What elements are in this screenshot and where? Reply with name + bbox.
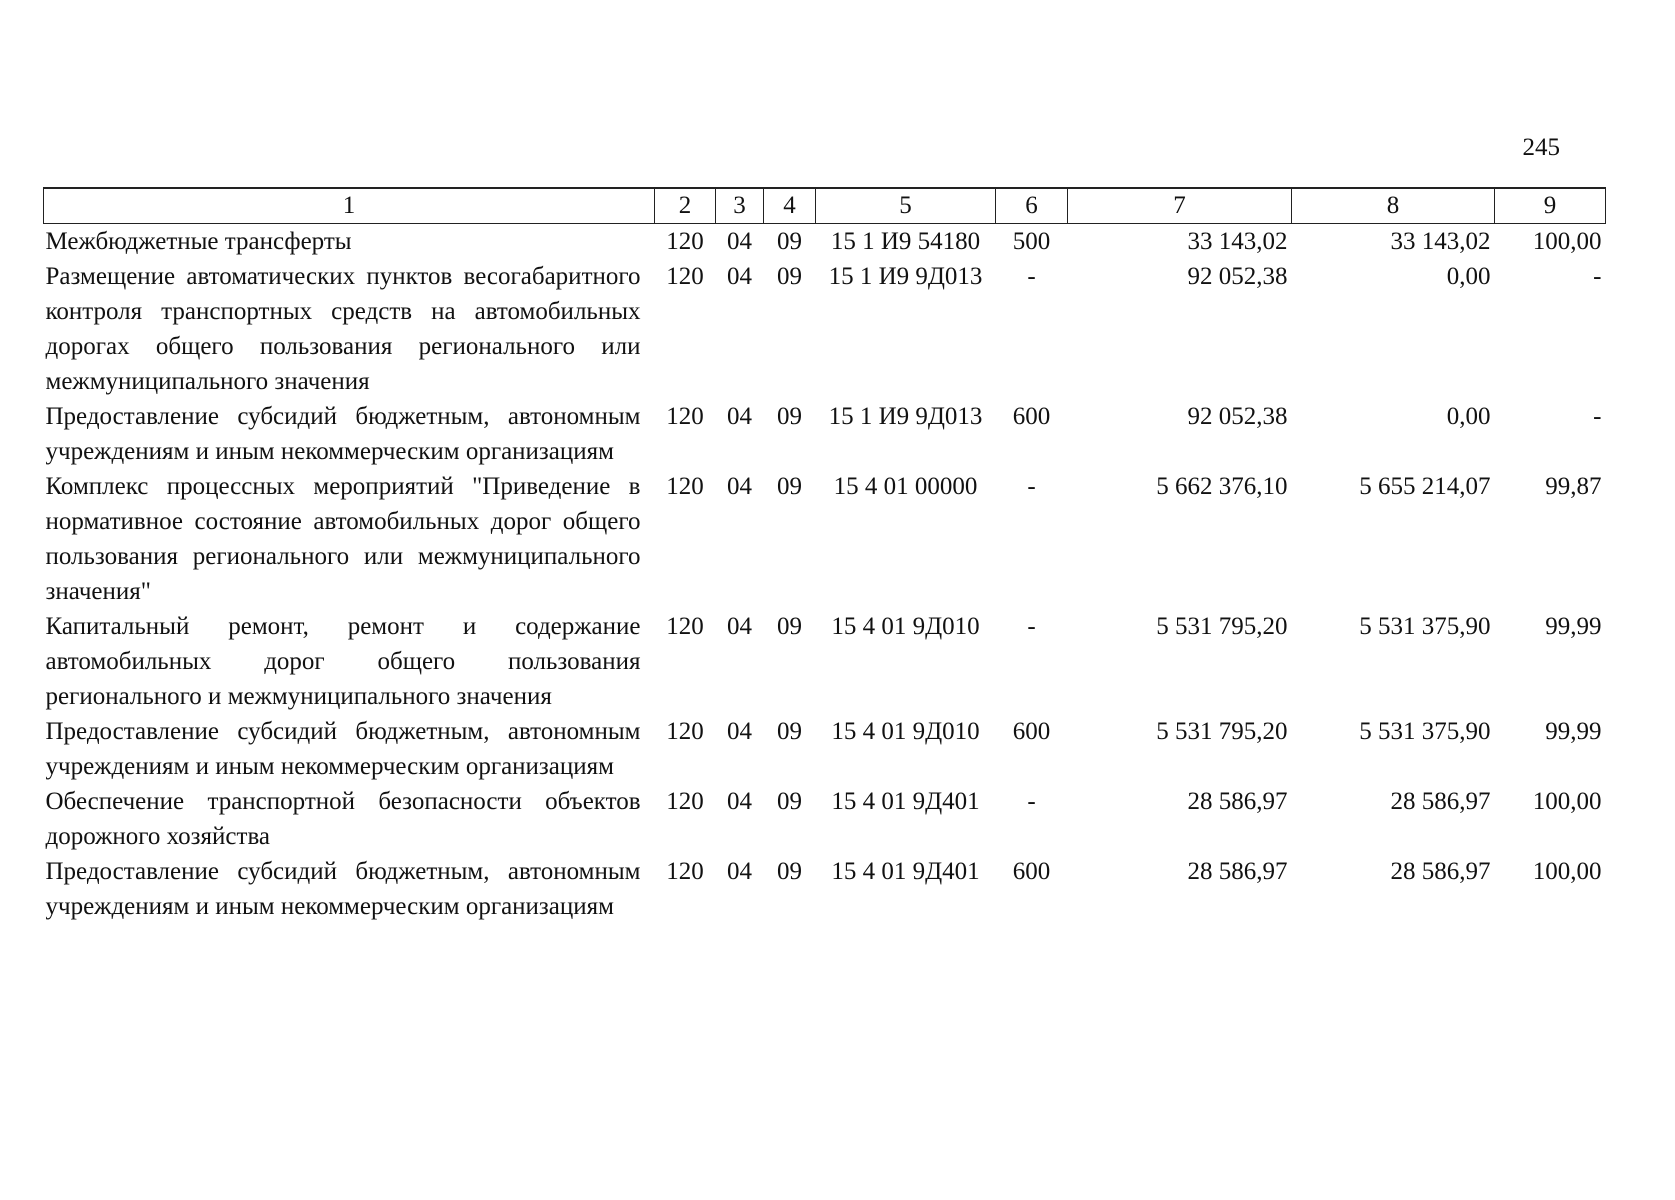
row-name: Межбюджетные трансферты xyxy=(45,228,352,255)
cell-code-6: 600 xyxy=(1012,858,1051,885)
cell-code-2: 120 xyxy=(666,613,704,640)
cell-amount-8: 5 531 375,90 xyxy=(1359,718,1491,745)
cell-percent-9: 100,00 xyxy=(1532,858,1602,885)
cell-amount-8: 5 655 214,07 xyxy=(1359,473,1491,500)
cell-code-3: 04 xyxy=(727,263,752,290)
row-name: Предоставление субсидий бюджетным, автономным учреждениям и иным некоммерческим организациям xyxy=(45,718,641,780)
page-number: 245 xyxy=(1522,134,1560,161)
cell-amount-7: 33 143,02 xyxy=(1187,228,1288,255)
column-header: 4 xyxy=(764,188,816,224)
cell-code-4: 09 xyxy=(777,228,802,255)
header-row xyxy=(44,188,1606,224)
column-header: 8 xyxy=(1292,188,1495,224)
column-header: 7 xyxy=(1068,188,1292,224)
cell-code-2: 120 xyxy=(666,263,704,290)
cell-code-3: 04 xyxy=(727,858,752,885)
cell-code-3: 04 xyxy=(727,403,752,430)
cell-code-6: 600 xyxy=(1012,718,1051,745)
table-row xyxy=(44,609,1606,714)
column-header: 6 xyxy=(996,188,1068,224)
row-name: Размещение автоматических пунктов весогабаритного контроля транспортных средств на автомобильных дорогах общего пользования регионального или межмуниципального значения xyxy=(45,263,641,395)
cell-amount-8: 28 586,97 xyxy=(1390,788,1491,815)
cell-code-4: 09 xyxy=(777,473,802,500)
cell-code-3: 04 xyxy=(727,718,752,745)
cell-percent-9: - xyxy=(1593,403,1602,430)
cell-code-6: - xyxy=(1027,613,1036,640)
cell-code-4: 09 xyxy=(777,788,802,815)
cell-percent-9: - xyxy=(1593,263,1602,290)
column-header: 3 xyxy=(716,188,764,224)
cell-code-4: 09 xyxy=(777,613,802,640)
cell-amount-8: 0,00 xyxy=(1446,263,1491,290)
row-name: Капитальный ремонт, ремонт и содержание автомобильных дорог общего пользования регионального и межмуниципального значения xyxy=(45,613,641,710)
cell-code-3: 04 xyxy=(727,613,752,640)
cell-percent-9: 100,00 xyxy=(1532,228,1602,255)
cell-code-5: 15 1 И9 9Д013 xyxy=(828,263,983,290)
cell-code-3: 04 xyxy=(727,788,752,815)
cell-code-5: 15 4 01 9Д010 xyxy=(831,613,980,640)
cell-amount-7: 92 052,38 xyxy=(1187,403,1288,430)
column-header: 9 xyxy=(1495,188,1606,224)
table-row xyxy=(44,469,1606,609)
column-header: 1 xyxy=(44,188,655,224)
cell-code-2: 120 xyxy=(666,228,704,255)
cell-code-5: 15 4 01 9Д401 xyxy=(831,788,980,815)
cell-percent-9: 99,99 xyxy=(1545,718,1602,745)
cell-code-3: 04 xyxy=(727,228,752,255)
cell-code-6: 500 xyxy=(1012,228,1051,255)
cell-code-4: 09 xyxy=(777,263,802,290)
cell-code-2: 120 xyxy=(666,718,704,745)
table-row xyxy=(44,784,1606,854)
cell-code-4: 09 xyxy=(777,403,802,430)
cell-code-6: - xyxy=(1027,788,1036,815)
cell-amount-7: 28 586,97 xyxy=(1187,788,1288,815)
cell-code-6: - xyxy=(1027,473,1036,500)
table-row xyxy=(44,259,1606,399)
cell-percent-9: 100,00 xyxy=(1532,788,1602,815)
cell-amount-8: 5 531 375,90 xyxy=(1359,613,1491,640)
table-row xyxy=(44,714,1606,784)
table-row xyxy=(44,854,1606,924)
cell-amount-8: 0,00 xyxy=(1446,403,1491,430)
cell-code-2: 120 xyxy=(666,788,704,815)
cell-amount-7: 5 662 376,10 xyxy=(1156,473,1288,500)
cell-amount-8: 28 586,97 xyxy=(1390,858,1491,885)
row-name: Предоставление субсидий бюджетным, автономным учреждениям и иным некоммерческим организациям xyxy=(45,858,641,920)
column-header: 2 xyxy=(655,188,716,224)
table-body xyxy=(44,224,1606,925)
row-name: Предоставление субсидий бюджетным, автономным учреждениям и иным некоммерческим организациям xyxy=(45,403,641,465)
budget-table xyxy=(43,187,1606,924)
cell-code-5: 15 4 01 9Д401 xyxy=(831,858,980,885)
cell-code-4: 09 xyxy=(777,858,802,885)
cell-code-2: 120 xyxy=(666,858,704,885)
cell-amount-8: 33 143,02 xyxy=(1390,228,1491,255)
table-header xyxy=(44,188,1606,224)
column-header: 5 xyxy=(816,188,996,224)
table-row xyxy=(44,224,1606,260)
cell-code-2: 120 xyxy=(666,473,704,500)
cell-code-2: 120 xyxy=(666,403,704,430)
row-name: Комплекс процессных мероприятий "Приведение в нормативное состояние автомобильных дорог общего пользования регионального или межмуниципального значения" xyxy=(45,473,641,605)
cell-code-6: 600 xyxy=(1012,403,1051,430)
cell-code-5: 15 4 01 9Д010 xyxy=(831,718,980,745)
cell-code-5: 15 1 И9 9Д013 xyxy=(828,403,983,430)
cell-code-3: 04 xyxy=(727,473,752,500)
cell-amount-7: 28 586,97 xyxy=(1187,858,1288,885)
row-name: Обеспечение транспортной безопасности объектов дорожного хозяйства xyxy=(45,788,641,850)
cell-amount-7: 5 531 795,20 xyxy=(1156,718,1288,745)
cell-amount-7: 92 052,38 xyxy=(1187,263,1288,290)
cell-percent-9: 99,87 xyxy=(1545,473,1602,500)
cell-code-5: 15 1 И9 54180 xyxy=(830,228,981,255)
table-row xyxy=(44,399,1606,469)
cell-code-4: 09 xyxy=(777,718,802,745)
cell-amount-7: 5 531 795,20 xyxy=(1156,613,1288,640)
cell-code-6: - xyxy=(1027,263,1036,290)
cell-code-5: 15 4 01 00000 xyxy=(833,473,978,500)
cell-percent-9: 99,99 xyxy=(1545,613,1602,640)
